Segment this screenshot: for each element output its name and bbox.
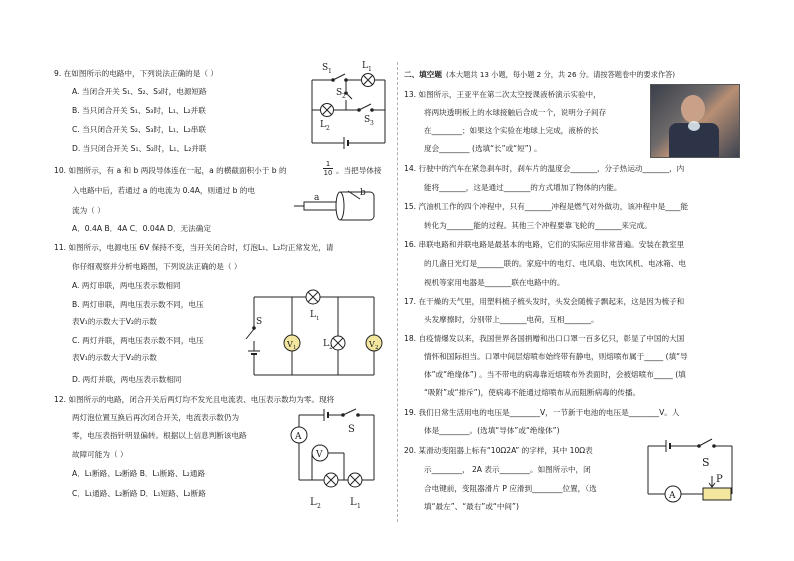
q18-line: 情怀和国际担当。口罩中间层熔喷布始终带有静电，则熔喷布属于_____ (填“导 [424,352,688,361]
q16-line: 16. 串联电路和并联电路是最基本的电路，它们的实际应用非常普遍。安装在教室里 [404,240,685,249]
svg-text:1: 1 [368,66,372,73]
q18-line: “吸附”或“排斥”)，使病毒不能通过熔喷布从而阻断病毒的传播。 [424,388,641,397]
svg-text:2: 2 [317,503,321,510]
q10-line1a: 10. 如图所示，有 a 和 b 两段导体连在一起，a 的横截面积小于 b 的 [54,166,287,175]
q10-options: A．0.4A B．4A C．0.04A D．无法确定 [72,224,211,233]
q9-option-a: A. 当闭合开关 S₁、S₂、S₃时，电源短路 [72,87,207,96]
svg-text:L: L [310,310,316,320]
svg-text:S: S [336,88,343,98]
q11-option-d: D. 两灯并联，两电压表示数相同 [72,375,182,384]
section-title: 二、填空题 [404,70,442,79]
q12-line1: 12. 如图所示的电路，闭合开关后两灯均不发光且电流表、电压表示数均为零。现将 [54,395,335,404]
q20-circuit-figure [640,436,740,516]
q12-options-ab: A．L₁断路、L₂断路 B．L₁断路、L₂通路 [72,469,206,478]
q11-option-c2: 表V₁的示数大于V₂的示数 [72,353,157,362]
q13-line: 度会________ (选填“长”或“短”) 。 [424,144,542,153]
q19-line: 体是________。(选填“导体”或“绝缘体”) [424,426,560,435]
q20-line: 20. 某滑动变阻器上标有“10Ω2A” 的字样，其中 10Ω表 [404,446,593,455]
svg-text:L: L [323,339,329,349]
svg-text:V: V [287,340,293,349]
q10-conductor-figure [292,187,382,225]
q11-line2: 你仔细观察并分析电路图，下列说法正确的是（ ） [72,262,242,271]
q10-line3: 流为（ ） [72,206,105,215]
svg-text:A: A [669,491,676,501]
q17-line: 17. 在干燥的天气里，用塑料梳子梳头发时，头发会随梳子飘起来，这是因为梳子和 [404,297,685,306]
svg-text:1: 1 [357,503,361,510]
photo-water-ball [688,121,700,131]
q11-circuit-figure [238,287,388,382]
svg-text:2: 2 [329,345,333,351]
q9-option-b: B. 当只闭合开关 S₁、S₃时，L₁、L₂并联 [72,106,206,115]
q9-circuit-figure [300,55,395,155]
q18-line: 体”或“绝缘体”) 。当不带电的病毒靠近熔喷布外表面时，会被熔喷布_____ (填 [424,370,686,379]
q16-line: 视机等家用电器是_______联在电路中的。 [424,278,565,287]
q11-option-c1: C. 两灯并联，两电压表示数不同，电压 [72,336,204,345]
q18-line: 18. 自疫情爆发以来，我国世界各国捐赠和出口口罩一百多亿只，彰显了中国的大国 [404,334,685,343]
q13-line: 13. 如图所示，王亚平在第二次太空授课液桥演示实验中， [404,90,601,99]
svg-text:A: A [295,432,302,442]
q10-line1b: 。当把导体接 [336,166,382,175]
q17-line: 头发摩擦时，分别带上_______电荷，互相_______。 [424,315,599,324]
fold-line [397,62,398,522]
svg-text:L: L [310,497,317,508]
svg-text:S: S [256,317,263,327]
svg-text:L: L [350,497,357,508]
q12-options-cd: C．L₁通路、L₂断路 D．L₁短路、L₂断路 [72,489,206,498]
q10-fraction-num: 1 [325,160,331,168]
q12-circuit-figure [282,404,392,514]
svg-text:2: 2 [342,93,346,100]
svg-text:1: 1 [293,345,297,351]
q13-line: 在________；如果这个实验在地球上完成，液桥的长 [424,126,599,135]
q14-line: 能将_______，这是通过_______的方式增加了物体的内能。 [424,183,622,192]
q13-line: 将两块透明板上的水球接触后合成一个，说明分子间存 [424,108,607,117]
svg-text:S: S [348,424,355,435]
q12-line4: 故障可能为（ ） [72,450,128,459]
q15-line: 转化为_______能的过程。其他三个冲程要靠飞轮的_______来完成。 [424,221,652,230]
q10-fraction [323,160,333,177]
svg-text:S: S [322,63,329,73]
q20-line: 填“最左”、“最右”或“中间”) [424,502,519,511]
liquid-bridge-photo [650,84,740,158]
q11-option-b2: 表V₁的示数大于V₂的示数 [72,317,157,326]
q12-line3: 零，电压表指针明显偏转。根据以上信息判断该电路 [72,431,247,440]
svg-text:1: 1 [328,68,332,75]
q10-label-a: a [314,193,320,203]
q16-line: 的几盏日光灯是_______联的。家庭中的电灯、电风扇、电饮风机、电冰箱、电 [424,259,686,268]
q9-stem: 9. 在如图所示的电路中，下列说法正确的是（ ） [54,69,218,78]
svg-text:2: 2 [326,125,330,132]
q14-line: 14. 行驶中的汽车在紧急刹车时，刹车片的温度会_______，分子热运动_______，内 [404,164,685,173]
q11-option-b1: B. 两灯串联，两电压表示数不同，电压 [72,300,204,309]
q11-line1: 11. 如图所示，电源电压 6V 保持不变，当开关闭合时，灯泡L₁、L₂均正常发光，请 [54,243,334,252]
section-note: (本大题共 13 小题，每小题 2 分，共 26 分。请按答题卷中的要求作答) [446,70,676,79]
q10-label-b: b [360,188,366,198]
q11-option-a: A. 两灯串联，两电压表示数相同 [72,281,181,290]
svg-text:L: L [362,61,368,71]
svg-text:V: V [369,340,375,349]
q20-line: 合电键前，变阻器滑片 P 应滑到________位置，（选 [424,484,597,493]
q10-fraction-den: 10 [323,169,333,177]
q12-line2: 两灯泡位置互换后再次闭合开关，电流表示数仍为 [72,413,240,422]
q19-line: 19. 我们日常生活用电的电压是________V，一节新干电池的电压是________V。人 [404,408,680,417]
svg-text:1: 1 [316,316,320,322]
q10-line2: 入电路中后，若通过 a 的电流为 0.4A，则通过 b 的电 [72,186,256,195]
svg-text:V: V [316,450,323,460]
q9-option-c: C. 当只闭合开关 S₂、S₃时，L₁、L₂串联 [72,125,206,134]
svg-text:P: P [716,474,723,485]
svg-text:3: 3 [370,120,374,127]
q20-line: 示________， 2A 表示________。如图所示中，闭 [424,465,591,474]
q9-option-d: D. 当只闭合开关 S₁、S₂时，L₁、L₂并联 [72,144,207,153]
svg-text:S: S [702,456,710,469]
svg-text:S: S [364,115,371,125]
photo-face [681,95,705,123]
svg-text:L: L [320,120,326,130]
svg-text:2: 2 [375,345,379,351]
q15-line: 15. 汽油机工作的四个冲程中，只有_______冲程是燃气对外做功，该冲程中是____能 [404,202,689,211]
